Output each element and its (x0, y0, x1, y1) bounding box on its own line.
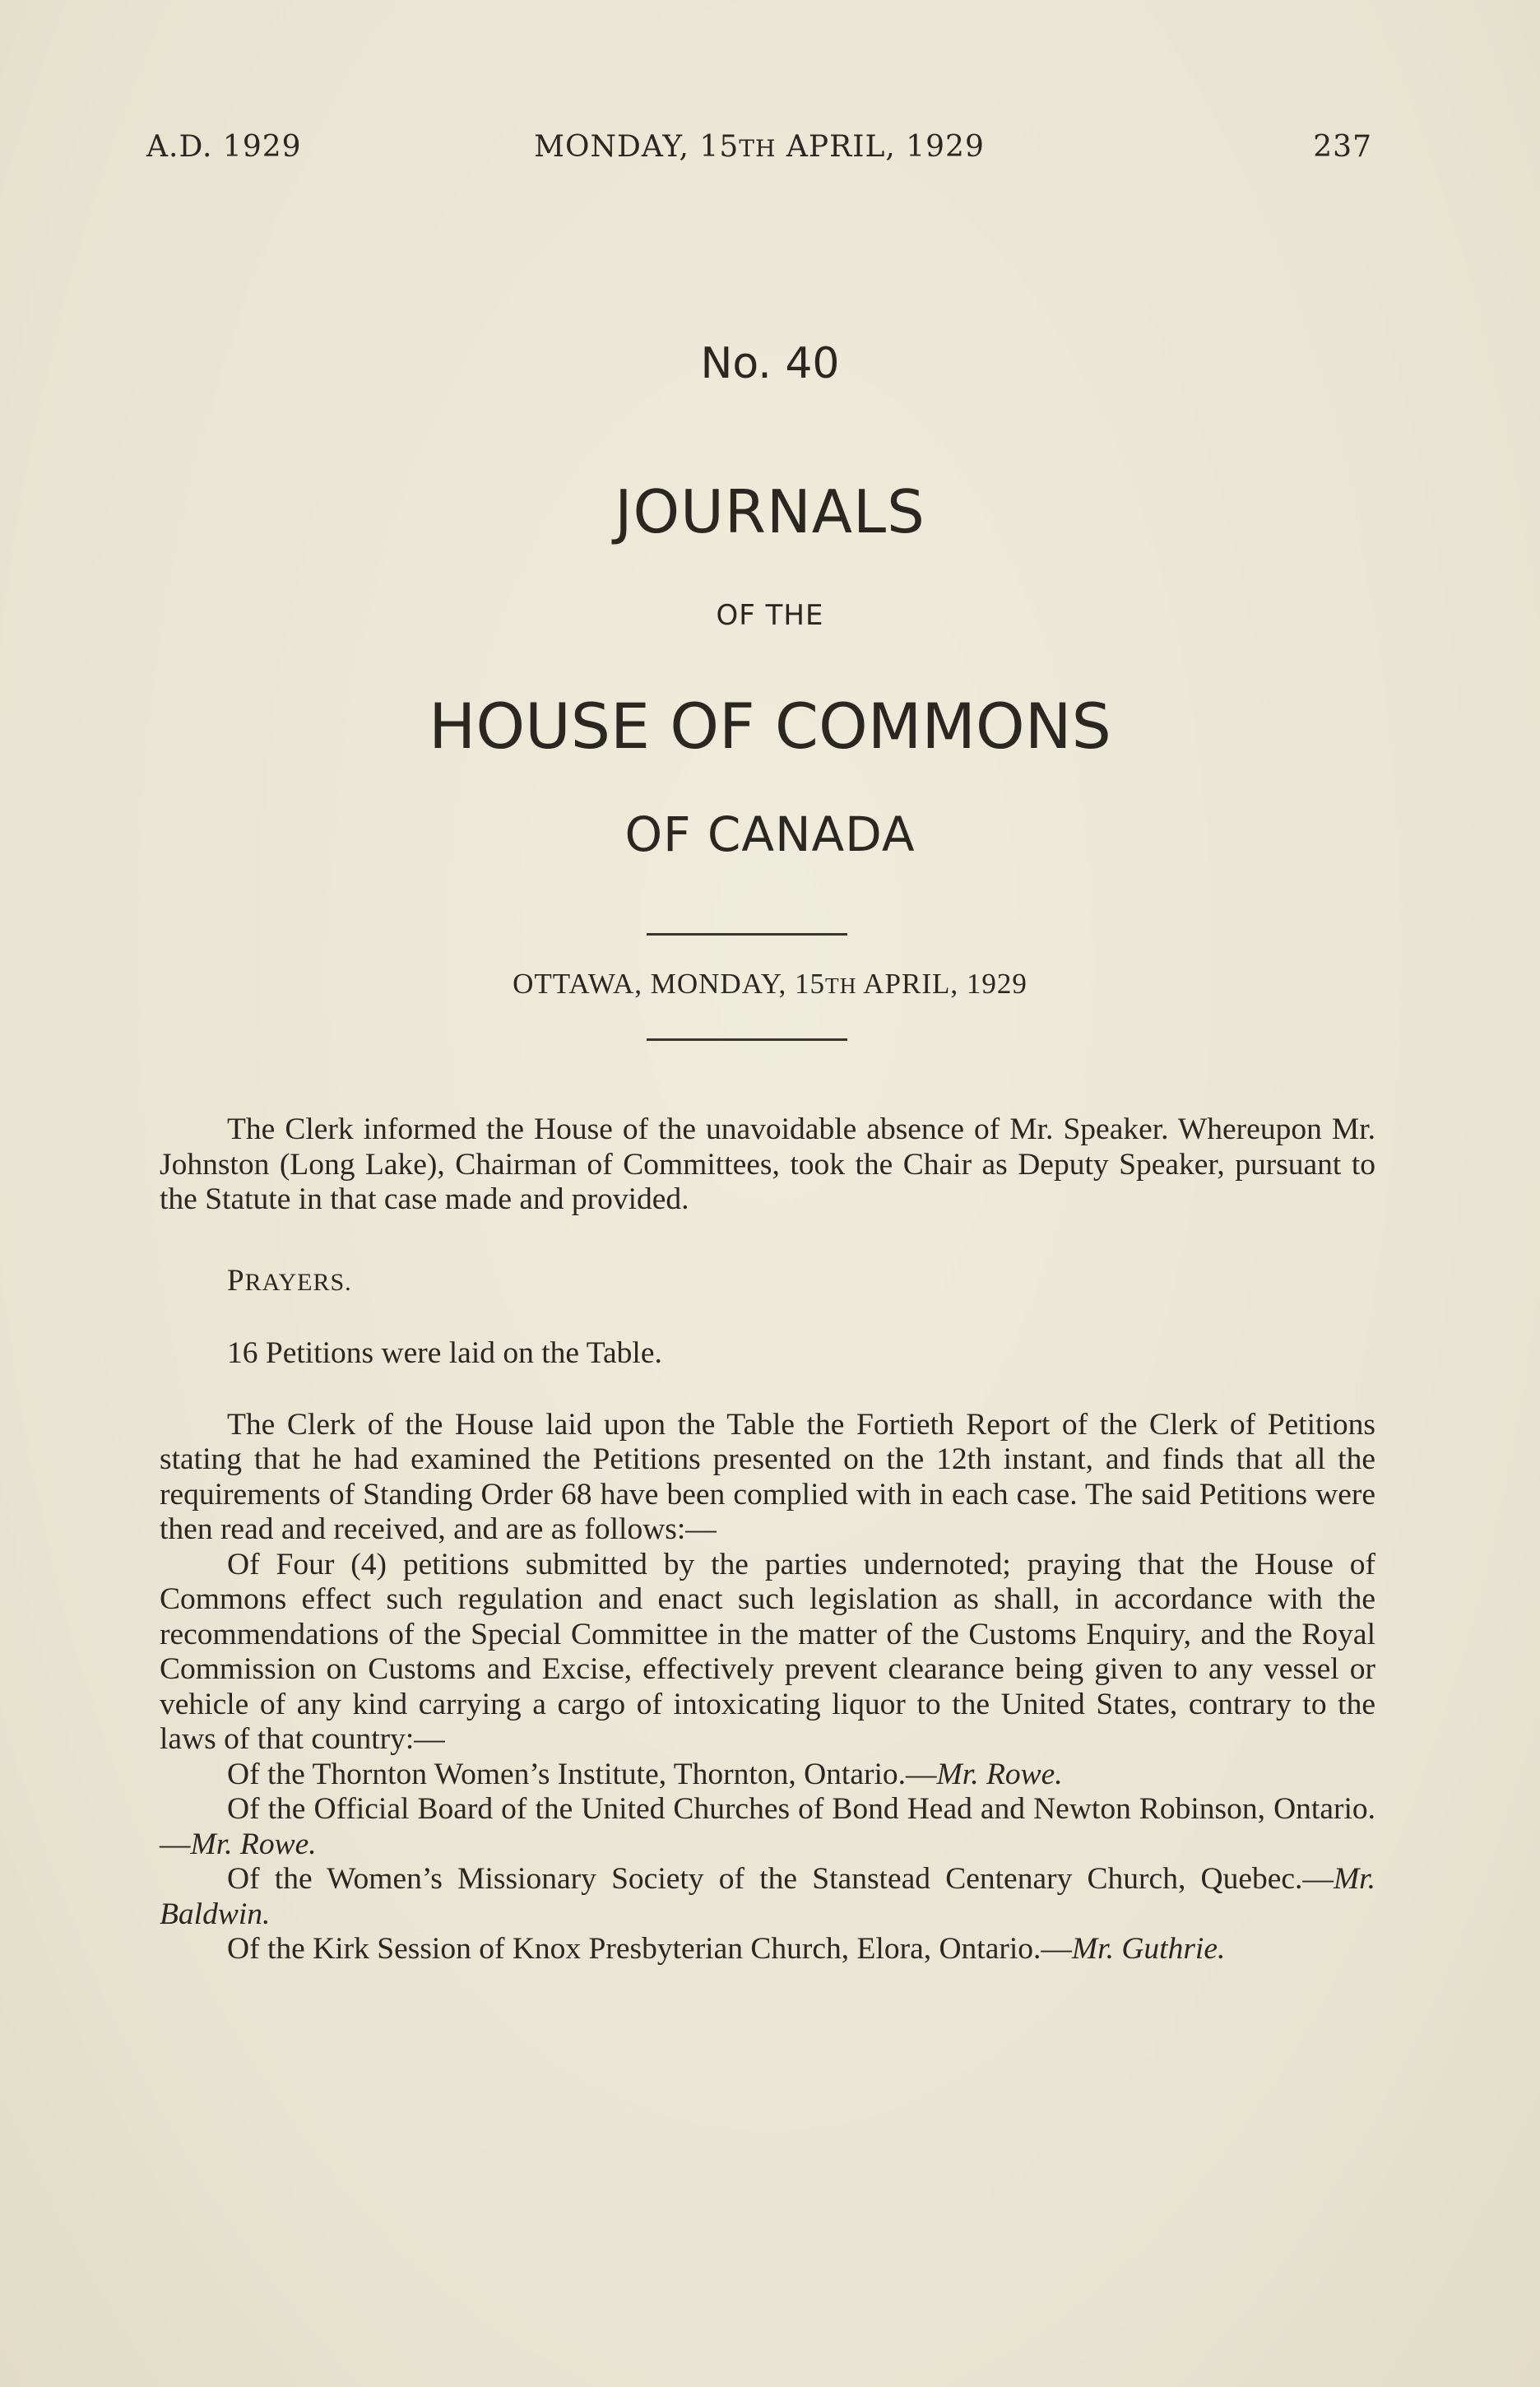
petition-text: Of the Official Board of the United Churches of Bond Head and Newton Robinson, Ontario.— (160, 1792, 1375, 1861)
prayers-initial: P (227, 1263, 245, 1298)
petition-member: Mr. Rowe. (936, 1757, 1063, 1791)
petition-item (160, 1932, 1375, 1967)
page-number: 237 (1313, 130, 1372, 164)
petition-text: Of the Kirk Session of Knox Presbyterian Church, Elora, Ontario.— (227, 1932, 1072, 1966)
clerk-report-paragraph: The Clerk of the House laid upon the Table the Fortieth Report of the Clerk of Petitions stating that he had examined the Petitions presented on the 12th instant, and finds that all the requirements of Standing Order 68 have been complied with in each case. The said Petitions were then read and received, and are as follows:— (160, 1407, 1375, 1546)
running-head (146, 130, 1372, 171)
petition-item (160, 1758, 1375, 1793)
dateline-pre: OTTAWA, MONDAY, 15 (513, 968, 826, 1000)
of-canada-line: OF CANADA (624, 806, 916, 862)
dateline (0, 968, 1540, 1001)
running-head-date-pre: MONDAY, 15 (534, 130, 740, 164)
dateline-suffix: TH (825, 973, 857, 998)
house-of-commons-title: HOUSE OF COMMONS (429, 690, 1111, 763)
petition-member: Mr. Rowe. (190, 1827, 317, 1861)
petition-item (160, 1792, 1375, 1862)
petition-item (160, 1862, 1375, 1932)
divider-rule-bottom (647, 1038, 847, 1041)
petition-member: Mr. Baldwin. (160, 1862, 1375, 1931)
journals-title: JOURNALS (615, 477, 925, 546)
divider-rule-top (647, 933, 847, 936)
petition-member: Mr. Guthrie. (1071, 1932, 1226, 1966)
prayers-rest: RAYERS. (244, 1268, 352, 1296)
petition-text: Of the Women’s Missionary Society of the Stanstead Centenary Church, Quebec.— (227, 1862, 1334, 1896)
journal-number: No. 40 (700, 339, 840, 388)
journal-body (160, 1112, 1375, 1967)
four-petitions-paragraph: Of Four (4) petitions submitted by the parties undernoted; praying that the House of Commons effect such regulation and enact such legislation as shall, in accordance with the recommendations of the Special Committee in the matter of the Customs Enquiry, and the Royal Commission on Customs and Excise, effectively prevent clearance being given to any vessel or vehicle of any kind carrying a cargo of intoxicating liquor to the United States, contrary to the laws of that country:— (160, 1547, 1375, 1756)
running-head-date-post: APRIL, 1929 (776, 130, 985, 164)
running-head-date-suffix: TH (739, 135, 777, 162)
running-head-year: A.D. 1929 (146, 130, 302, 164)
petitions-laid-paragraph: 16 Petitions were laid on the Table. (227, 1336, 662, 1370)
of-the-line: OF THE (716, 599, 824, 632)
deputy-speaker-paragraph: The Clerk informed the House of the unavoidable absence of Mr. Speaker. Whereupon Mr. Johnston (Long Lake), Chairman of Committees, took the Chair as Deputy Speaker, pursuant to the Statute in that case made and provided. (160, 1112, 1375, 1216)
dateline-post: APRIL, 1929 (856, 968, 1027, 1000)
prayers-heading (160, 1264, 1375, 1301)
running-head-date (146, 130, 1372, 164)
petition-text: Of the Thornton Women’s Institute, Thornton, Ontario.— (227, 1757, 937, 1791)
